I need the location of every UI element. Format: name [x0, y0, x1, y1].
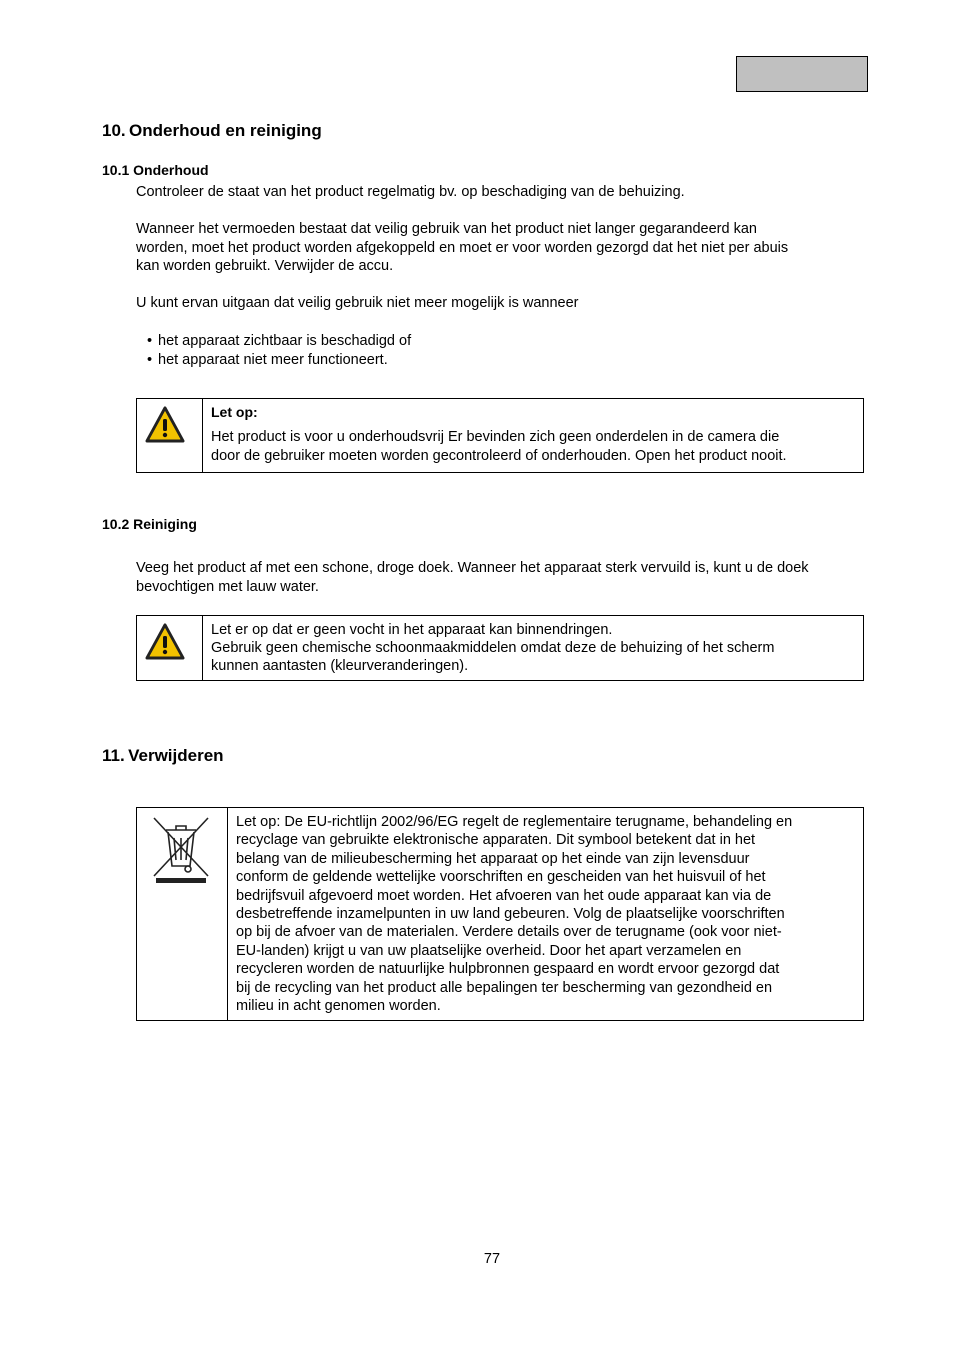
note-text-cell — [203, 399, 863, 472]
maintenance-paragraph-1: Controleer de staat van het product regelmatig bv. op beschadiging van de behuizing. — [136, 184, 685, 200]
maintenance-paragraph-3: U kunt ervan uitgaan dat veilig gebruik niet meer mogelijk is wanneer — [136, 295, 579, 311]
note-line: door de gebruiker moeten worden gecontroleerd of onderhouden. Open het product nooit. — [211, 448, 787, 464]
disposal-line: bedrijfsvuil afgevoerd moet worden. Het afvoeren van het oude apparaat kan via de — [236, 887, 772, 904]
maintenance-note-box — [136, 398, 864, 473]
paragraph-line: Wanneer het vermoeden bestaat dat veilig gebruik van het product niet langer gegarandeerd kan — [136, 221, 757, 237]
note-icon-cell — [137, 808, 228, 1020]
section-10-heading: 10. Onderhoud en reiniging — [102, 121, 322, 140]
warning-icon — [144, 405, 186, 445]
language-tab-marker — [736, 56, 868, 92]
paragraph-line: kan worden gebruikt. Verwijder de accu. — [136, 258, 394, 274]
paragraph-line: worden, moet het product worden afgekoppeld en moet er voor worden gezorgd dat het niet per abuis — [136, 239, 789, 256]
note-line: Het product is voor u onderhoudsvrij Er bevinden zich geen onderdelen in de camera die — [211, 429, 780, 445]
disposal-line: recyclage van gebruikte elektronische apparaten. Dit symbool betekent dat in het — [236, 832, 756, 849]
section-11-heading: 11. Verwijderen — [102, 746, 224, 765]
list-item: • het apparaat niet meer functioneert. — [147, 351, 411, 370]
page-number: 77 — [483, 1251, 501, 1267]
disposal-text-cell — [228, 808, 863, 1020]
disposal-line: belang van de milieubescherming het apparaat op het einde van zijn levensduur — [236, 850, 750, 867]
condition-list — [147, 332, 411, 370]
disposal-line: bij de recycling van het product alle bepalingen ter bescherming van gezondheid en — [236, 979, 773, 996]
disposal-note-box — [136, 807, 864, 1021]
crossed-out-wheelie-bin-icon — [150, 814, 212, 884]
disposal-line: Let op: De EU-richtlijn 2002/96/EG regelt de reglementaire terugname, behandeling en — [236, 814, 793, 830]
subsection-10-1-heading: 10.1 Onderhoud — [102, 162, 209, 178]
cleaning-paragraph — [136, 559, 936, 596]
note-line: Let er op dat er geen vocht in het apparaat kan binnendringen. — [211, 622, 613, 638]
disposal-line: op bij de afvoer van de materialen. Verdere details over de terugname (ook voor niet- — [236, 924, 782, 941]
disposal-line: milieu in acht genomen worden. — [236, 998, 441, 1015]
paragraph-line: Veeg het product af met een schone, droge doek. Wanneer het apparaat sterk vervuild is, kunt u de doek — [136, 560, 809, 576]
note-title: Let op: — [211, 404, 258, 420]
note-icon-cell — [137, 616, 203, 680]
note-line: Gebruik geen chemische schoonmaakmiddelen omdat deze de behuizing of het scherm — [211, 640, 775, 656]
disposal-line: desbetreffende inzamelpunten in uw land gebeuren. Volg de plaatselijke voorschriften — [236, 906, 785, 923]
note-text-cell — [203, 616, 863, 680]
disposal-line: recycleren worden de natuurlijke hulpbronnen gespaard en wordt ervoor gezorgd dat — [236, 961, 780, 978]
list-item: • het apparaat zichtbaar is beschadigd of — [147, 332, 411, 351]
warning-icon — [144, 622, 186, 662]
cleaning-note-box — [136, 615, 864, 681]
note-icon-cell — [137, 399, 203, 472]
note-line: kunnen aantasten (kleurveranderingen). — [211, 658, 469, 674]
maintenance-paragraph-2 — [136, 220, 896, 276]
paragraph-line: bevochtigen met lauw water. — [136, 578, 319, 595]
subsection-10-2-heading: 10.2 Reiniging — [102, 516, 197, 532]
disposal-line: EU-landen) krijgt u van uw plaatselijke overheid. Door het apart verzamelen en — [236, 942, 742, 959]
disposal-line: conform de geldende wettelijke voorschriften en gescheiden van het huisvuil of het — [236, 869, 766, 886]
